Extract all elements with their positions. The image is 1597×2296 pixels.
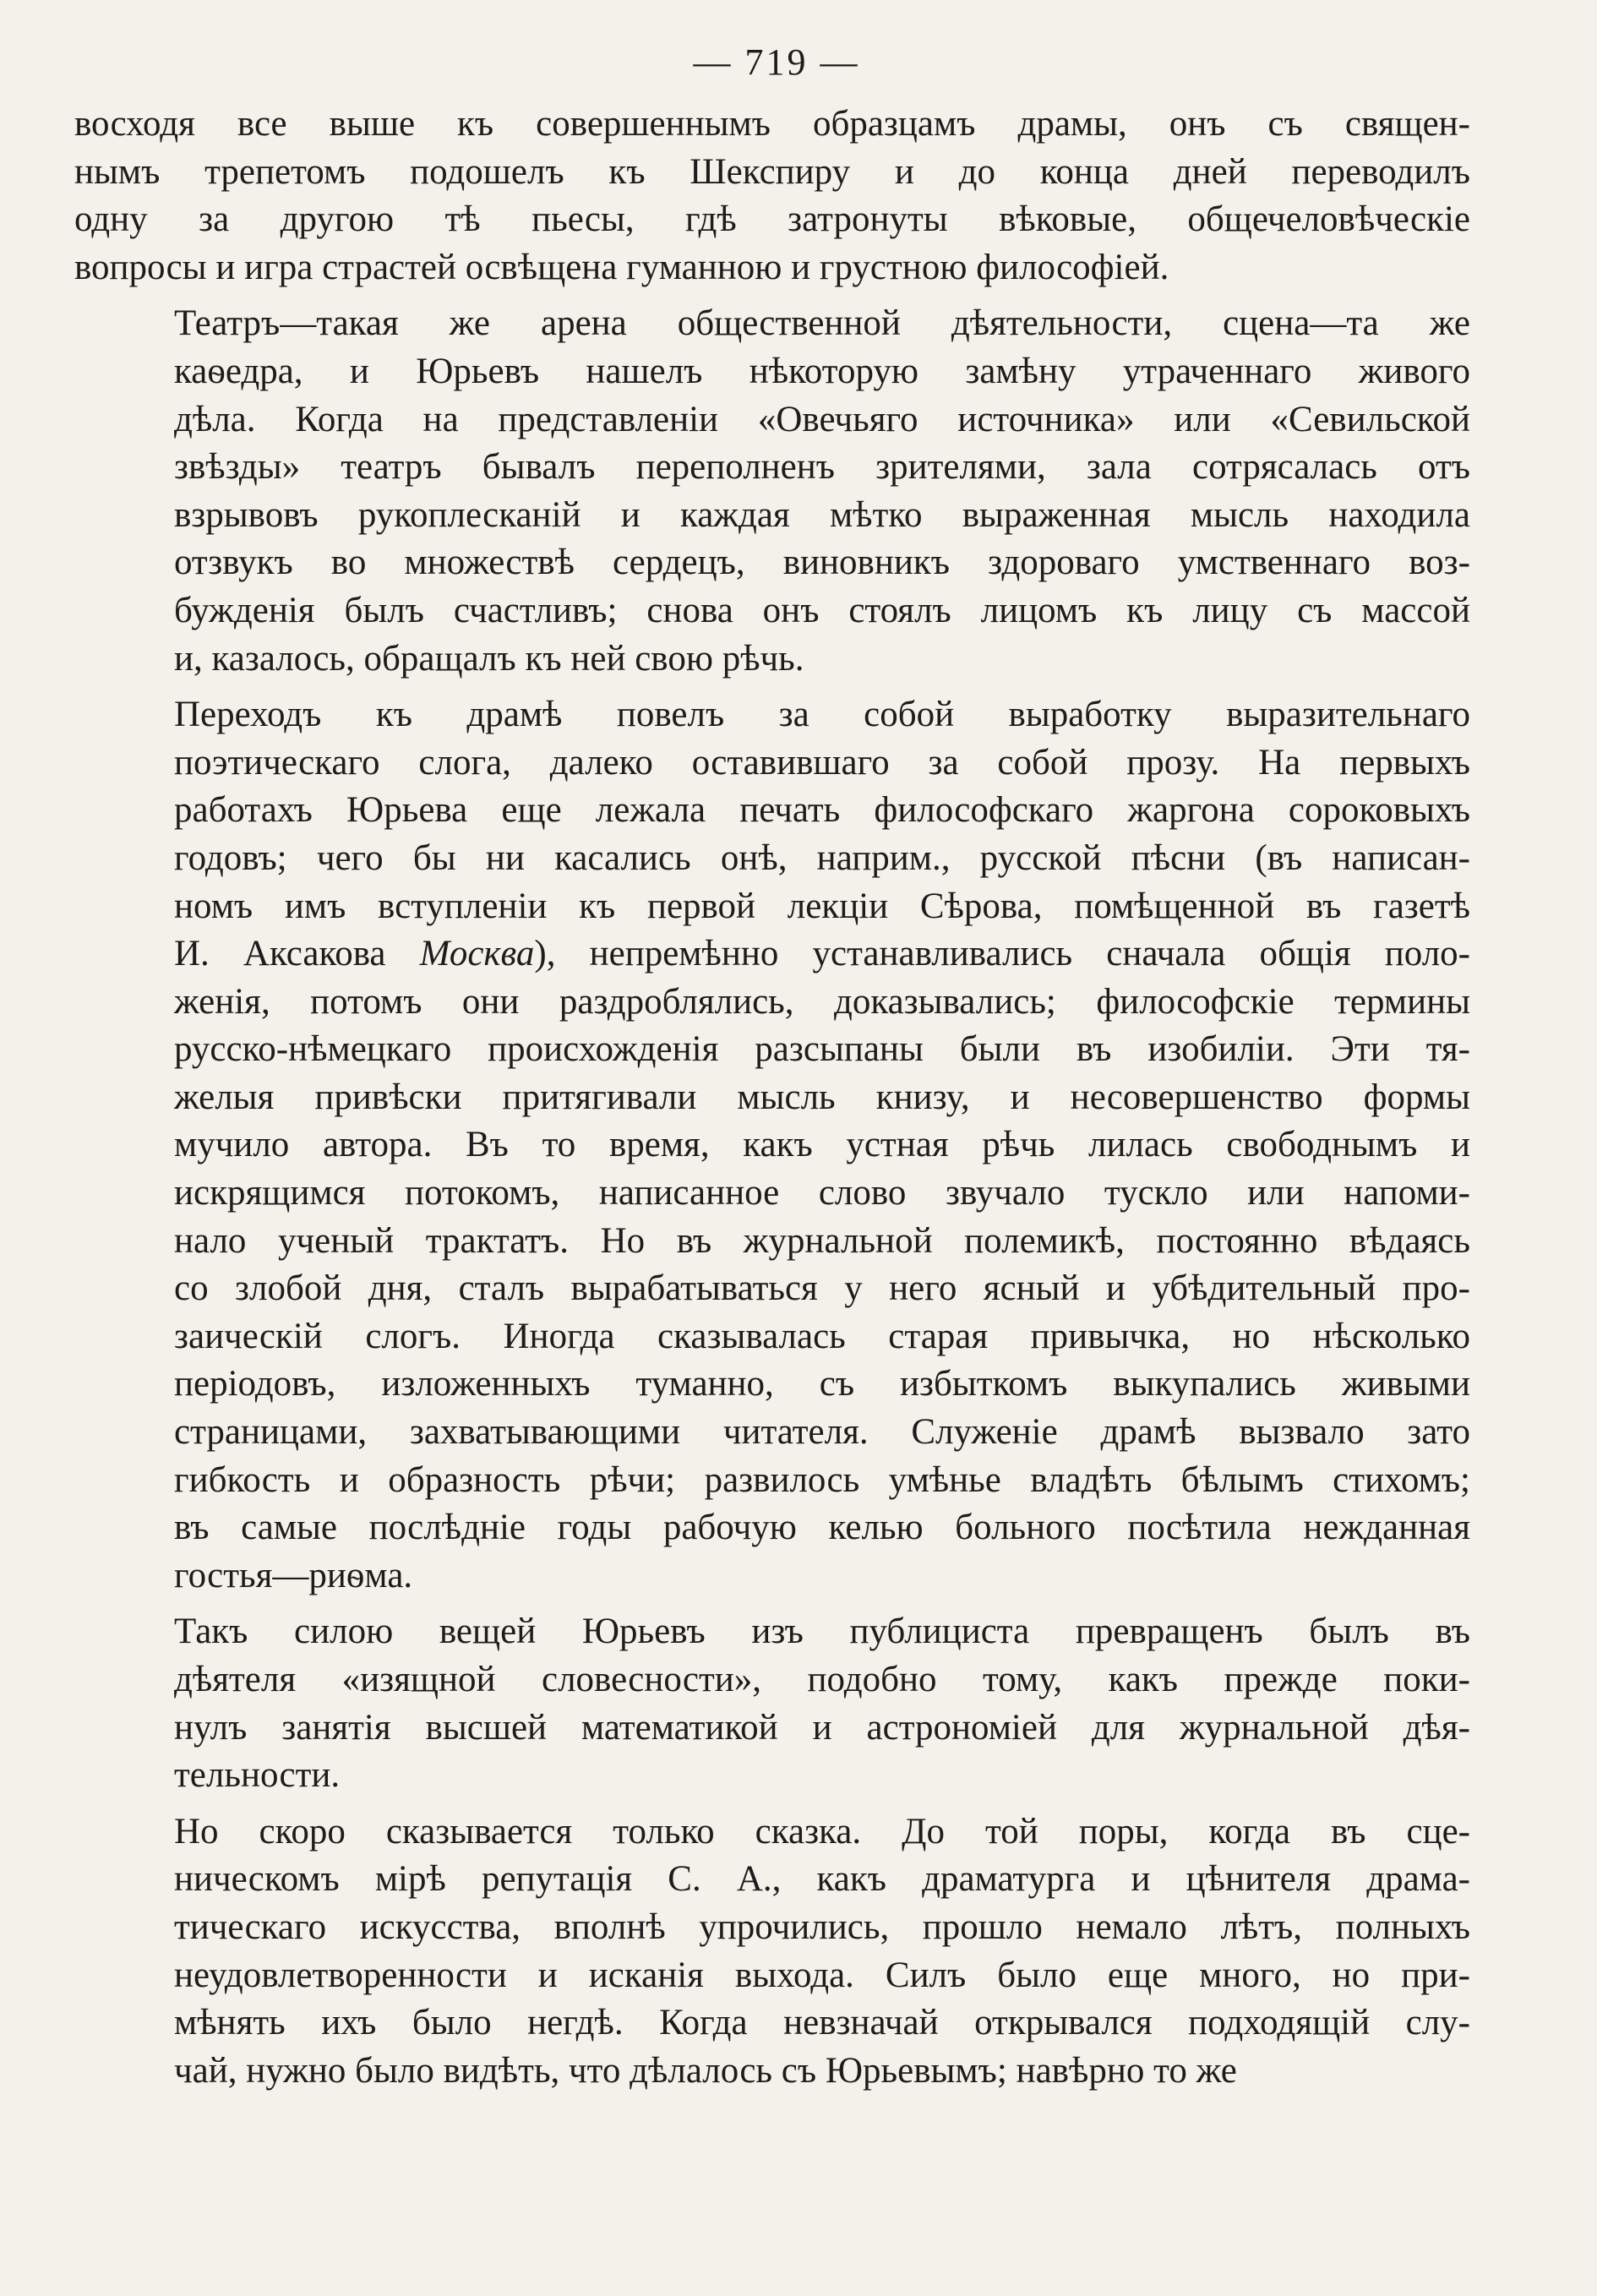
page-number: — 719 — (693, 41, 860, 83)
text-line: И. Аксакова Москва), непремѣнно устанавливались сначала общія поло- (174, 934, 1470, 974)
text-line: чай, нужно было видѣть, что дѣлалось съ Юрьевымъ; навѣрно то же (174, 2050, 1237, 2091)
text-line: желыя привѣски притягивали мысль книзу, и несовершенство формы (174, 1077, 1470, 1117)
text-line: годовъ; чего бы ни касались онѣ, наприм., русской пѣсни (въ написан- (174, 837, 1470, 878)
paragraph (74, 691, 1470, 1600)
body-text (74, 101, 1470, 2095)
text-line: дѣятеля «изящной словесности», подобно тому, какъ прежде поки- (174, 1660, 1470, 1699)
text-line: Такъ силою вещей Юрьевъ изъ публициста превращенъ былъ въ (174, 1612, 1470, 1652)
text-line: русско-нѣмецкаго происхожденія разсыпаны были въ изобиліи. Эти тя- (174, 1029, 1470, 1070)
text-line: тельности. (174, 1755, 341, 1796)
text-line: нулъ занятія высшей математикой и астрономіей для журнальной дѣя- (174, 1707, 1470, 1748)
text-line: дѣла. Когда на представленіи «Овечьяго источника» или «Севильской (174, 399, 1470, 439)
text-line: нымъ трепетомъ подошелъ къ Шекспиру и до конца дней переводилъ (74, 151, 1470, 192)
text-line: женія, потомъ они раздроблялись, доказывались; философскіе термины (174, 981, 1470, 1022)
text-line: звѣзды» театръ бывалъ переполненъ зрителями, зала сотрясалась отъ (174, 447, 1470, 488)
paragraph (74, 1608, 1470, 1799)
text-line: работахъ Юрьева еще лежала печать философскаго жаргона сороковыхъ (174, 790, 1470, 831)
text-line: періодовъ, изложенныхъ туманно, съ избыткомъ выкупались живыми (174, 1364, 1470, 1404)
text-line: заическій слогъ. Иногда сказывалась старая привычка, но нѣсколько (174, 1316, 1470, 1356)
text-line: гостья—риѳма. (174, 1555, 413, 1595)
text-line: со злобой дня, сталъ вырабатываться у него ясный и убѣдительный про- (174, 1268, 1470, 1309)
text-line: отзвукъ во множествѣ сердецъ, виновникъ здороваго умственнаго воз- (174, 543, 1470, 583)
paragraph (74, 1808, 1470, 2096)
text-line: ническомъ мірѣ репутація С. А., какъ драматурга и цѣнителя драма- (174, 1859, 1470, 1900)
text-line: гибкость и образность рѣчи; развилось умѣнье владѣть бѣлымъ стихомъ; (174, 1459, 1470, 1500)
text-line: взрывовъ рукоплесканій и каждая мѣтко выраженная мысль находила (174, 494, 1470, 535)
paragraph (74, 300, 1470, 683)
text-line: и, казалось, обращалъ къ ней свою рѣчь. (174, 638, 804, 679)
text-line: въ самые послѣдніе годы рабочую келью больного посѣтила нежданная (174, 1508, 1470, 1548)
text-line: восходя все выше къ совершеннымъ образцамъ драмы, онъ съ священ- (74, 104, 1470, 144)
text-line: вопросы и игра страстей освѣщена гуманною и грустною философіей. (74, 247, 1169, 287)
text-line: Театръ—такая же арена общественной дѣятельности, сцена—та же (174, 303, 1470, 344)
text-line: нало ученый трактатъ. Но въ журнальной полемикѣ, постоянно вѣдаясь (174, 1220, 1470, 1261)
text-line: Но скоро сказывается только сказка. До той поры, когда въ сце- (174, 1811, 1470, 1852)
text-line: Переходъ къ драмѣ повелъ за собой выработку выразительнаго (174, 695, 1470, 735)
text-line: каѳедра, и Юрьевъ нашелъ нѣкоторую замѣну утраченнаго живого (174, 351, 1470, 391)
text-line: одну за другою тѣ пьесы, гдѣ затронуты вѣковые, общечеловѣческіе (74, 199, 1470, 240)
text-line: бужденія былъ счастливъ; снова онъ стоялъ лицомъ къ лицу съ массой (174, 590, 1470, 630)
text-line: страницами, захватывающими читателя. Служеніе драмѣ вызвало зато (174, 1412, 1470, 1453)
text-line: искрящимся потокомъ, написанное слово звучало тускло или напоми- (174, 1173, 1470, 1213)
text-line: поэтическаго слога, далеко оставившаго за собой прозу. На первыхъ (174, 742, 1470, 783)
text-line: тическаго искусства, вполнѣ упрочились, прошло немало лѣтъ, полныхъ (174, 1906, 1470, 1947)
text-line: мѣнять ихъ было негдѣ. Когда невзначай открывался подходящій слу- (174, 2003, 1470, 2043)
text-line: мучило автора. Въ то время, какъ устная рѣчь лилась свободнымъ и (174, 1125, 1470, 1165)
paragraph (74, 101, 1470, 292)
text-line: номъ имъ вступленіи къ первой лекціи Сѣрова, помѣщенной въ газетѣ (174, 886, 1470, 926)
text-line: неудовлетворенности и исканія выхода. Силъ было еще много, но при- (174, 1955, 1470, 1995)
